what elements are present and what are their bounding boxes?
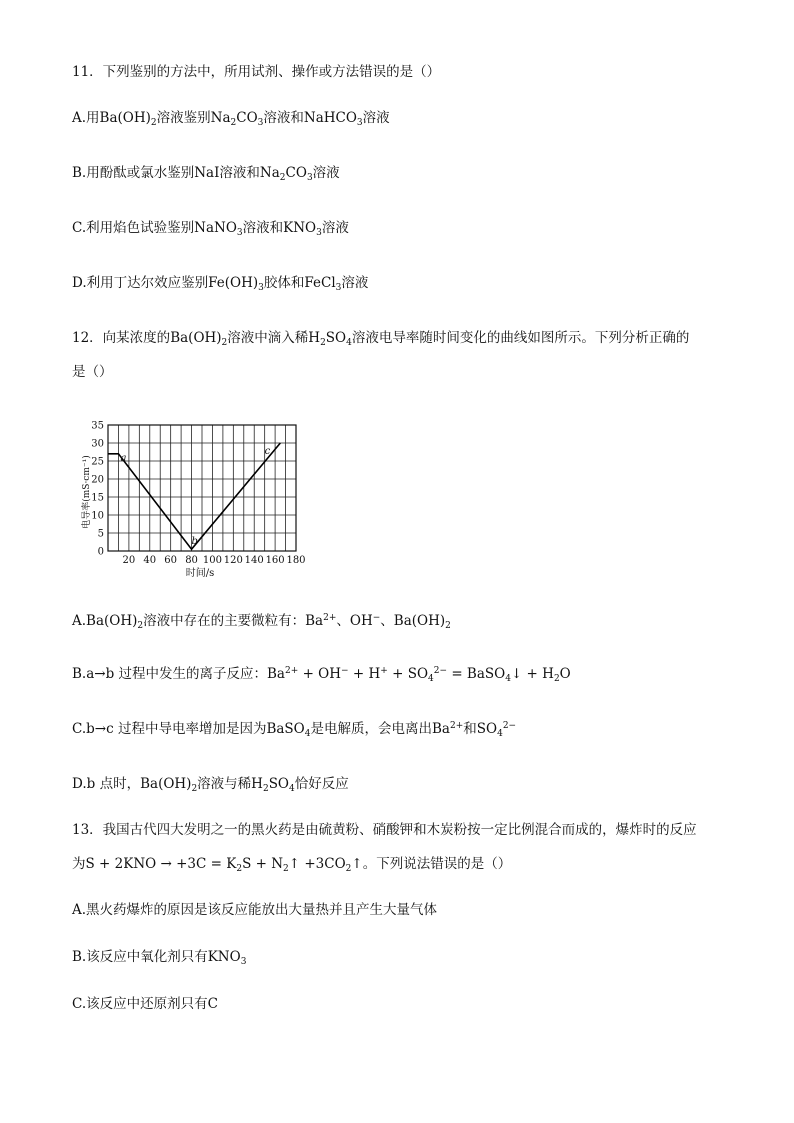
- x-tick-label: 160: [265, 555, 285, 566]
- point-label-a: a: [120, 453, 127, 464]
- y-tick-label: 35: [91, 420, 104, 432]
- q12-option-a: $A.Ba(OH)_2$溶液中存在的主要微粒有：$Ba^{2+}$、OH−、$Ba(OH)_2$: [72, 613, 451, 631]
- y-tick-label: 15: [91, 492, 104, 504]
- q13-stem-line2: 为$S + 2KNO \to +3C = K_2S$ + $N_2↑$ $+3CO_2↑$。下列说法错误的是（）: [72, 856, 512, 874]
- chart-grid: [108, 425, 296, 551]
- x-tick-label: 140: [244, 555, 264, 566]
- q11-stem: 11．下列鉴别的方法中，所用试剂、操作或方法错误的是（）: [72, 64, 441, 80]
- y-axis-label: 电导率(mS·cm⁻¹): [82, 455, 92, 529]
- q12-option-c: C.b→c 过程中导电率增加是因为BaSO$_4$是电解质，会电离出$Ba^{2+}$和$SO_4^{2-}$: [72, 721, 517, 739]
- q12-stem-line2: 是（）: [72, 364, 113, 380]
- x-tick-label: 120: [223, 555, 243, 566]
- q13-stem-line1: 13．我国古代四大发明之一的黑火药是由硫黄粉、硝酸钾和木炭粉按一定比例混合而成的，爆炸时的反应: [72, 822, 697, 838]
- x-tick-labels: [123, 555, 306, 566]
- y-tick-labels: [91, 421, 104, 558]
- x-axis-label: 时间/s: [185, 568, 215, 579]
- q13-option-b: B.该反应中氧化剂只有$KNO_3$: [72, 949, 247, 967]
- y-tick-label: 10: [91, 510, 104, 522]
- q12-stem-line1: 12．向某浓度的$Ba(OH)_2$溶液中滴入稀$H_2SO_4$溶液电导率随时间变化的曲线如图所示。下列分析正确的: [72, 330, 690, 348]
- q11-option-d: D.利用丁达尔效应鉴别$Fe(OH)_3$胶体和FeCl$_3$溶液: [72, 275, 369, 293]
- x-tick-label: 180: [286, 555, 306, 566]
- y-tick-label: 30: [91, 438, 104, 450]
- y-tick-label: 25: [91, 456, 104, 468]
- q13-option-a: A.黑火药爆炸的原因是该反应能放出大量热并且产生大量气体: [72, 902, 438, 918]
- x-tick-label: 80: [185, 555, 198, 566]
- q13-option-c: C.该反应中还原剂只有C: [72, 996, 218, 1012]
- q12-option-b: B.a→b 过程中发生的离子反应：$Ba^{2+} + OH^- + H^+ + SO_4^{2-}$ = BaSO$_4$↓ + $H_2O$: [72, 666, 571, 684]
- y-tick-label: 20: [91, 474, 104, 486]
- point-label-b: b: [191, 535, 198, 547]
- point-label-c: c: [264, 445, 271, 457]
- q11-option-b: B.用酚酞或氯水鉴别NaI溶液和$Na_2CO_3$溶液: [72, 165, 340, 183]
- x-tick-label: 100: [202, 555, 222, 566]
- q11-option-c: C.利用焰色试验鉴别NaNO$_3$溶液和$KNO_3$溶液: [72, 220, 349, 238]
- x-tick-label: 60: [164, 555, 178, 566]
- x-tick-label: 40: [143, 555, 157, 566]
- x-tick-label: 20: [122, 555, 136, 566]
- q12-option-d: D.b 点时，$Ba(OH)_2$溶液与稀$H_2SO_4$恰好反应: [72, 776, 349, 794]
- y-tick-label: 0: [97, 546, 104, 558]
- y-tick-label: 5: [97, 528, 104, 540]
- conductivity-chart: [76, 400, 316, 580]
- q11-option-a: A.用$Ba(OH)_2$溶液鉴别$Na_2CO_3$溶液和NaHCO$_3$溶液: [72, 110, 390, 128]
